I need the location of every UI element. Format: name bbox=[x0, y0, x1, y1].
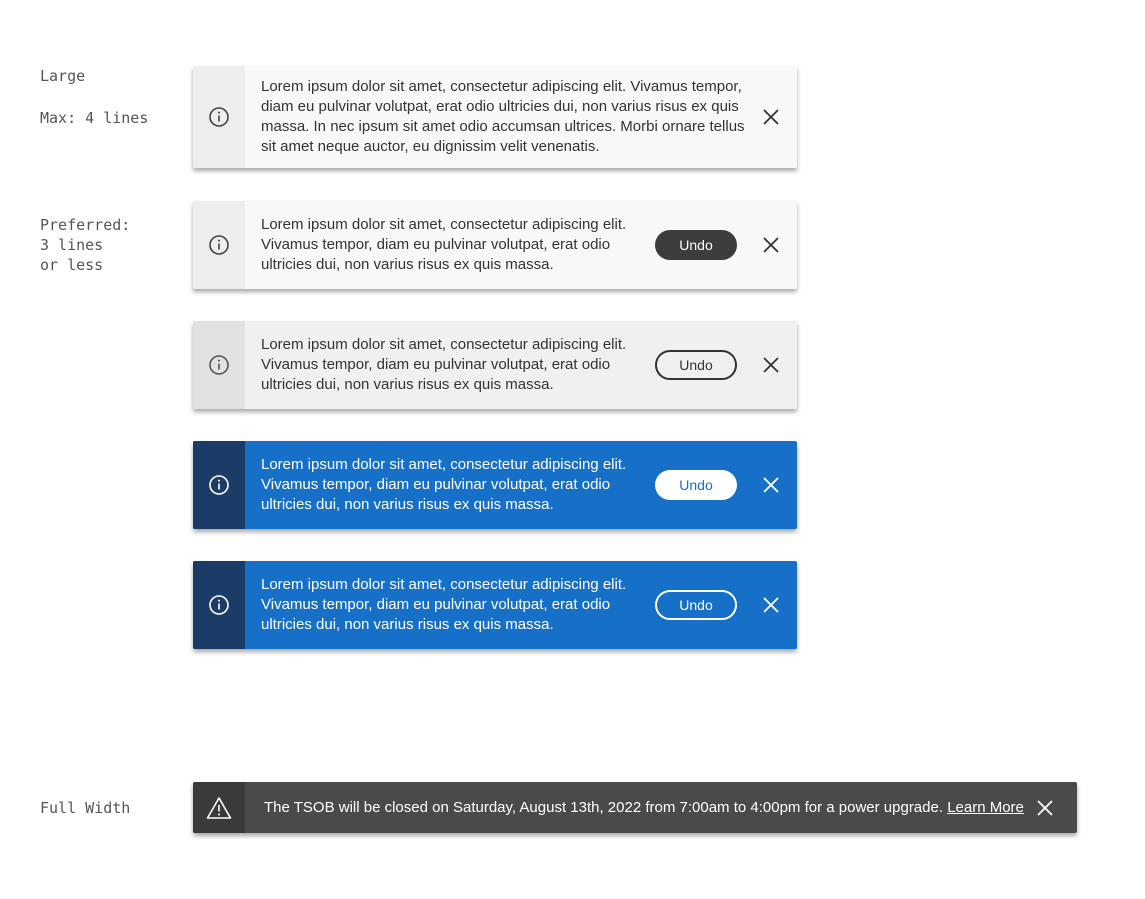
toast-message: Lorem ipsum dolor sit amet, consectetur adipiscing elit. Vivamus tempor, diam eu pulvinar volutpat, erat odio ultricies dui, non varius risus ex quis massa. In nec ipsum sit amet odio accumsan ultrices. Morbi ornare tellus sit amet neque auctor, eu dignissim velit venenatis. bbox=[261, 78, 745, 155]
undo-button[interactable]: Undo bbox=[655, 590, 737, 620]
close-icon bbox=[762, 596, 780, 614]
close-button[interactable] bbox=[761, 107, 781, 127]
warning-icon bbox=[206, 796, 232, 820]
close-icon bbox=[1036, 799, 1054, 817]
toast-icon-panel bbox=[193, 66, 245, 168]
toast-blue-outline-undo bbox=[193, 561, 797, 649]
toast-message: Lorem ipsum dolor sit amet, consectetur adipiscing elit. Vivamus tempor, diam eu pulvinar volutpat, erat odio ultricies dui, non varius risus ex quis massa. bbox=[261, 336, 627, 393]
full-width-banner bbox=[193, 782, 1077, 833]
toast-icon-panel bbox=[193, 321, 245, 409]
banner-text: The TSOB will be closed on Saturday, August 13th, 2022 from 7:00am to 4:00pm for a power upgrade. bbox=[264, 799, 944, 816]
info-icon bbox=[208, 106, 230, 128]
close-button[interactable] bbox=[761, 595, 781, 615]
close-icon bbox=[762, 476, 780, 494]
info-icon bbox=[208, 594, 230, 616]
close-button[interactable] bbox=[761, 235, 781, 255]
label-full-width: Full Width bbox=[40, 799, 131, 817]
undo-button[interactable]: Undo bbox=[655, 350, 737, 380]
info-icon bbox=[208, 234, 230, 256]
learn-more-link[interactable]: Learn More bbox=[947, 799, 1024, 816]
info-icon bbox=[208, 474, 230, 496]
undo-button[interactable]: Undo bbox=[655, 470, 737, 500]
close-button[interactable] bbox=[1035, 798, 1055, 818]
label-large: Large bbox=[40, 67, 86, 85]
toast-blue-white-undo bbox=[193, 441, 797, 529]
toast-message: Lorem ipsum dolor sit amet, consectetur adipiscing elit. Vivamus tempor, diam eu pulvinar volutpat, erat odio ultricies dui, non varius risus ex quis massa. bbox=[261, 456, 627, 513]
toast-outline-undo bbox=[193, 321, 797, 409]
label-max-lines: Max: 4 lines bbox=[40, 109, 149, 127]
banner-message bbox=[245, 799, 1035, 816]
close-button[interactable] bbox=[761, 355, 781, 375]
banner-icon-panel bbox=[193, 782, 245, 833]
toast-icon-panel bbox=[193, 441, 245, 529]
toast-message: Lorem ipsum dolor sit amet, consectetur adipiscing elit. Vivamus tempor, diam eu pulvinar volutpat, erat odio ultricies dui, non varius risus ex quis massa. bbox=[261, 576, 627, 633]
label-preferred: Preferred: 3 lines or less bbox=[40, 216, 131, 274]
toast-filled-undo bbox=[193, 201, 797, 289]
toast-large bbox=[193, 66, 797, 168]
close-icon bbox=[762, 108, 780, 126]
toast-icon-panel bbox=[193, 561, 245, 649]
undo-button[interactable]: Undo bbox=[655, 230, 737, 260]
toast-icon-panel bbox=[193, 201, 245, 289]
info-icon bbox=[208, 354, 230, 376]
close-icon bbox=[762, 356, 780, 374]
toast-message: Lorem ipsum dolor sit amet, consectetur adipiscing elit. Vivamus tempor, diam eu pulvinar volutpat, erat odio ultricies dui, non varius risus ex quis massa. bbox=[261, 216, 627, 273]
close-icon bbox=[762, 236, 780, 254]
close-button[interactable] bbox=[761, 475, 781, 495]
